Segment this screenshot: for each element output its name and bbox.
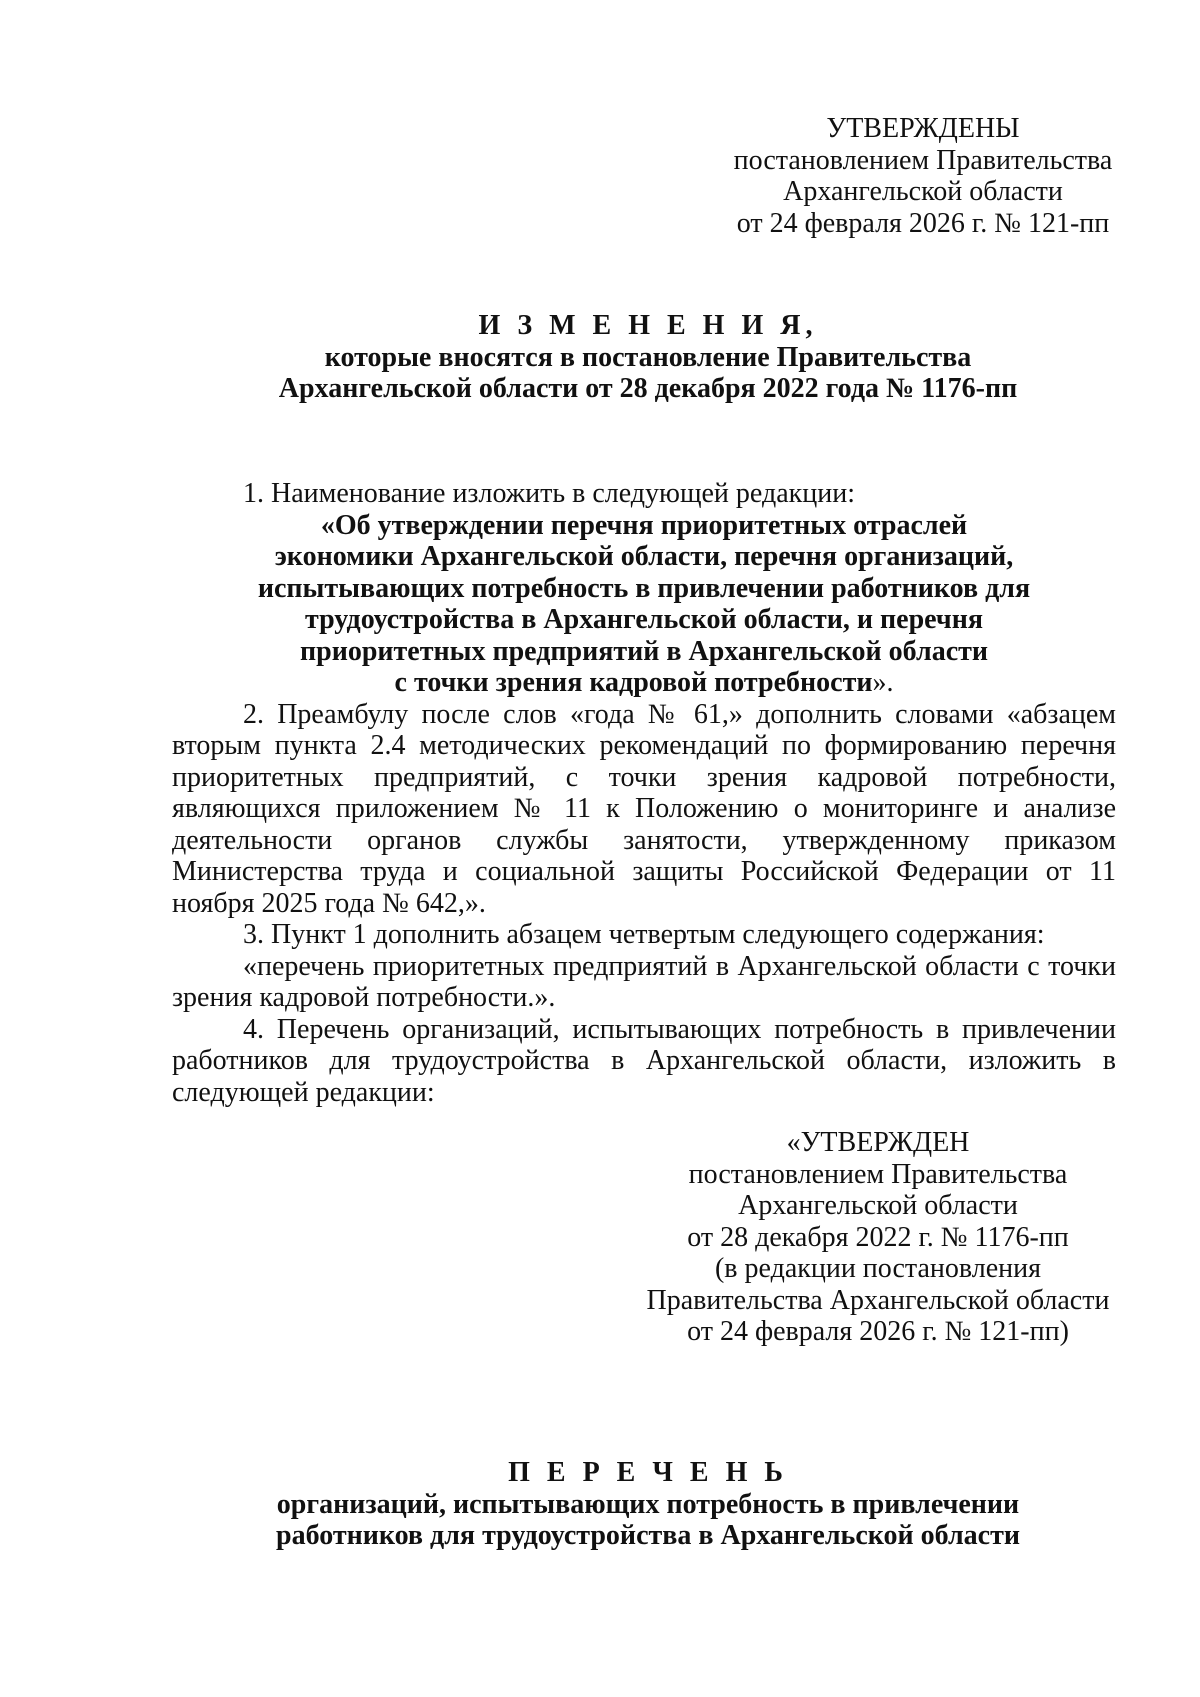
changes-title: И З М Е Н Е Н И Я, [478,310,818,341]
changes-subtitle-line: Архангельской области от 28 декабря 2022 года № 1176-пп [278,373,1018,404]
quote-line-text: с точки зрения кадровой потребности [394,667,873,698]
approval-title: УТВЕРЖДЕНЫ [826,113,1020,144]
approval-line: постановлением Правительства [733,144,1113,176]
item-3: 3. Пункт 1 дополнить абзацем четвертым следующего содержания: [243,919,1045,950]
list-subtitle-line: работников для трудоустройства в Архангельской области [276,1520,1020,1551]
approval-title: «УТВЕРЖДЕН [786,1127,970,1158]
document-body [172,478,1116,1108]
quote-line-last [172,667,1116,699]
approval-date-number: от 24 февраля 2026 г. № 121-пп) [687,1316,1069,1347]
approval-date-number: от 28 декабря 2022 г. № 1176-пп [687,1221,1069,1253]
quote-line: экономики Архангельской области, перечня организаций, [274,541,1014,572]
approval-stamp-top [733,113,1113,239]
approval-line: постановлением Правительства [688,1158,1068,1190]
approval-line: (в редакции постановления [714,1253,1042,1284]
quote-line: «Об утверждении перечня приоритетных отраслей [320,509,968,541]
quote-line: приоритетных предприятий в Архангельской области [299,635,989,667]
item-3-quote: «перечень приоритетных предприятий в Архангельской области с точки зрения кадровой потребности.». [172,950,1116,1013]
changes-heading [168,310,1128,405]
list-heading [168,1457,1128,1552]
changes-subtitle-line: которые вносятся в постановление Правительства [324,341,972,373]
approval-line: Архангельской области [783,176,1063,207]
quote-line: трудоустройства в Архангельской области, и перечня [305,604,983,635]
item-4: 4. Перечень организаций, испытывающих потребность в привлечении работников для трудоустройства в Архангельской области, изложить в следующей редакции: [172,1013,1116,1108]
quote-close: ». [872,667,894,698]
quote-line: испытывающих потребность в привлечении работников для [257,572,1031,604]
item-1-quote [172,510,1116,699]
list-subtitle-line: организаций, испытывающих потребность в привлечении [276,1488,1020,1520]
approval-line: Архангельской области [738,1190,1018,1221]
approval-date-number: от 24 февраля 2026 г. № 121-пп [736,207,1110,239]
approval-line: Правительства Архангельской области [646,1284,1110,1316]
approval-stamp-inner [638,1127,1118,1348]
item-1: 1. Наименование изложить в следующей редакции: [243,478,855,509]
list-title: П Е Р Е Ч Е Н Ь [508,1457,788,1488]
item-2: 2. Преамбулу после слов «года № 61,» дополнить словами «абзацем вторым пункта 2.4 методических рекомендаций по формированию перечня приоритетных предприятий, с точки зрения кадровой потребности, являющихся приложением № 11 к Положению о мониторинге и анализе деятельности органов службы занятости, утвержденному приказом Министерства труда и социальной защиты Российской Федерации от 11 ноября 2025 года № 642,». [172,698,1116,919]
